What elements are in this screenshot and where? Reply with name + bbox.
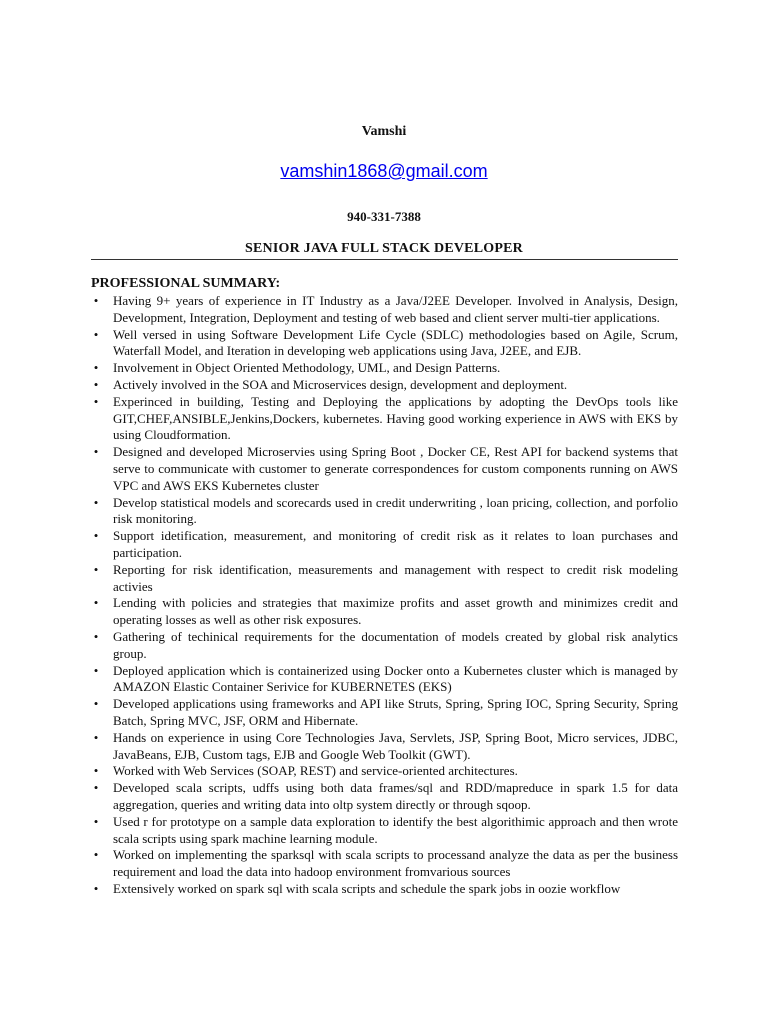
bullet-text: Involvement in Object Oriented Methodology, UML, and Design Patterns. (113, 360, 501, 376)
bullet-icon: • (93, 628, 99, 644)
bullet-icon: • (93, 880, 99, 896)
bullet-icon: • (93, 847, 99, 863)
bullet-item (91, 394, 678, 444)
bullet-icon: • (93, 729, 99, 745)
bullet-item (91, 360, 678, 377)
bullet-item (91, 696, 678, 730)
bullet-item (91, 562, 678, 596)
bullet-item (91, 814, 678, 848)
bullet-item (91, 293, 678, 327)
bullet-icon: • (93, 780, 99, 796)
bullet-item (91, 444, 678, 494)
bullet-icon: • (93, 444, 99, 460)
bullet-item (91, 780, 678, 814)
bullet-item (91, 495, 678, 529)
candidate-name: Vamshi (361, 124, 407, 139)
bullet-text: Designed and developed Microservies using Spring Boot , Docker CE, Rest API for backend systems that serve to communicate with customer to generate correspondences for custom components running on AWS VPC and AWS EKS Kubernetes cluster (113, 444, 678, 493)
bullet-text: Reporting for risk identification, measurements and management with respect to credit risk modeling activies (113, 561, 678, 594)
bullet-icon: • (93, 561, 99, 577)
bullet-icon: • (93, 360, 99, 376)
job-title: SENIOR JAVA FULL STACK DEVELOPER (245, 241, 523, 256)
bullet-item (91, 881, 678, 898)
bullet-item (91, 730, 678, 764)
bullet-text: Hands on experience in using Core Technologies Java, Servlets, JSP, Spring Boot, Micro services, JDBC, JavaBeans, EJB, Custom tags, EJB and Google Web Toolkit (GWT). (113, 729, 678, 762)
bullet-text: Extensively worked on spark sql with scala scripts and schedule the spark jobs in oozie workflow (113, 880, 621, 896)
bullet-text: Having 9+ years of experience in IT Industry as a Java/J2EE Developer. Involved in Analysis, Design, Development, Integration, Deployment and testing of web based and client server multi-tier applications. (113, 293, 678, 325)
bullet-item (91, 528, 678, 562)
bullet-text: Experinced in building, Testing and Deploying the applications by adopting the DevOps tools like GIT,CHEF,ANSIBLE,Jenkins,Dockers, kubernetes. Having good working experience in AWS with EKS by using Cloudformation. (113, 393, 678, 443)
bullet-item (91, 847, 678, 881)
bullet-text: Worked with Web Services (SOAP, REST) and service-oriented architectures. (113, 763, 518, 779)
bullet-text: Actively involved in the SOA and Microservices design, development and deployment. (113, 376, 568, 392)
bullet-text: Develop statistical models and scorecards used in credit underwriting , loan pricing, collection, and porfolio risk monitoring. (113, 494, 678, 527)
section-heading-professional-summary: PROFESSIONAL SUMMARY: (91, 276, 281, 291)
bullet-icon: • (93, 595, 99, 611)
horizontal-rule (91, 259, 678, 260)
bullet-icon: • (93, 376, 99, 392)
bullet-text: Used r for prototype on a sample data exploration to identify the best algorithimic approach and then wrote scala scripts using spark machine learning module. (113, 813, 678, 846)
phone-number: 940-331-7388 (347, 209, 421, 224)
email-link[interactable]: vamshin1868@gmail.com (280, 161, 488, 181)
bullet-item (91, 327, 678, 361)
bullet-item (91, 595, 678, 629)
bullet-text: Deployed application which is containerized using Docker onto a Kubernetes cluster which is managed by AMAZON Elastic Container Serivice for KUBERNETES (EKS) (113, 662, 678, 695)
bullet-icon: • (93, 662, 99, 678)
bullet-text: Worked on implementing the sparksql with scala scripts to processand analyze the data as per the business requirement and load the data into hadoop environment fromvarious sources (113, 847, 678, 880)
bullet-text: Developed applications using frameworks and API like Struts, Spring, Spring IOC, Spring Security, Spring Batch, Spring MVC, JSF, ORM and Hibernate. (113, 696, 678, 728)
bullet-text: Lending with policies and strategies that maximize profits and asset growth and minimizes credit and operating losses as well as other risk exposures. (113, 595, 678, 628)
bullet-item (91, 377, 678, 394)
bullet-icon: • (93, 293, 99, 308)
bullet-item (91, 763, 678, 780)
bullet-text: Support idetification, measurement, and monitoring of credit risk as it relates to loan purchases and participation. (113, 528, 678, 560)
bullet-item (91, 629, 678, 663)
bullet-icon: • (93, 393, 99, 409)
bullet-text: Gathering of techinical requirements for the documentation of models created by global risk analytics group. (113, 628, 678, 661)
bullet-icon: • (93, 528, 99, 544)
bullet-icon: • (93, 696, 99, 712)
bullet-icon: • (93, 494, 99, 510)
summary-bullet-list (91, 293, 678, 898)
bullet-icon: • (93, 326, 99, 342)
bullet-icon: • (93, 763, 99, 779)
bullet-item (91, 663, 678, 697)
bullet-text: Well versed in using Software Development Life Cycle (SDLC) methodologies based on Agile, Scrum, Waterfall Model, and Iteration in developing web applications using Java, J2EE, and EJB. (113, 326, 678, 359)
bullet-text: Developed scala scripts, udffs using both data frames/sql and RDD/mapreduce in spark 1.5 for data aggregation, queries and writing data into oltp system directly or through sqoop. (113, 780, 678, 812)
bullet-icon: • (93, 813, 99, 829)
